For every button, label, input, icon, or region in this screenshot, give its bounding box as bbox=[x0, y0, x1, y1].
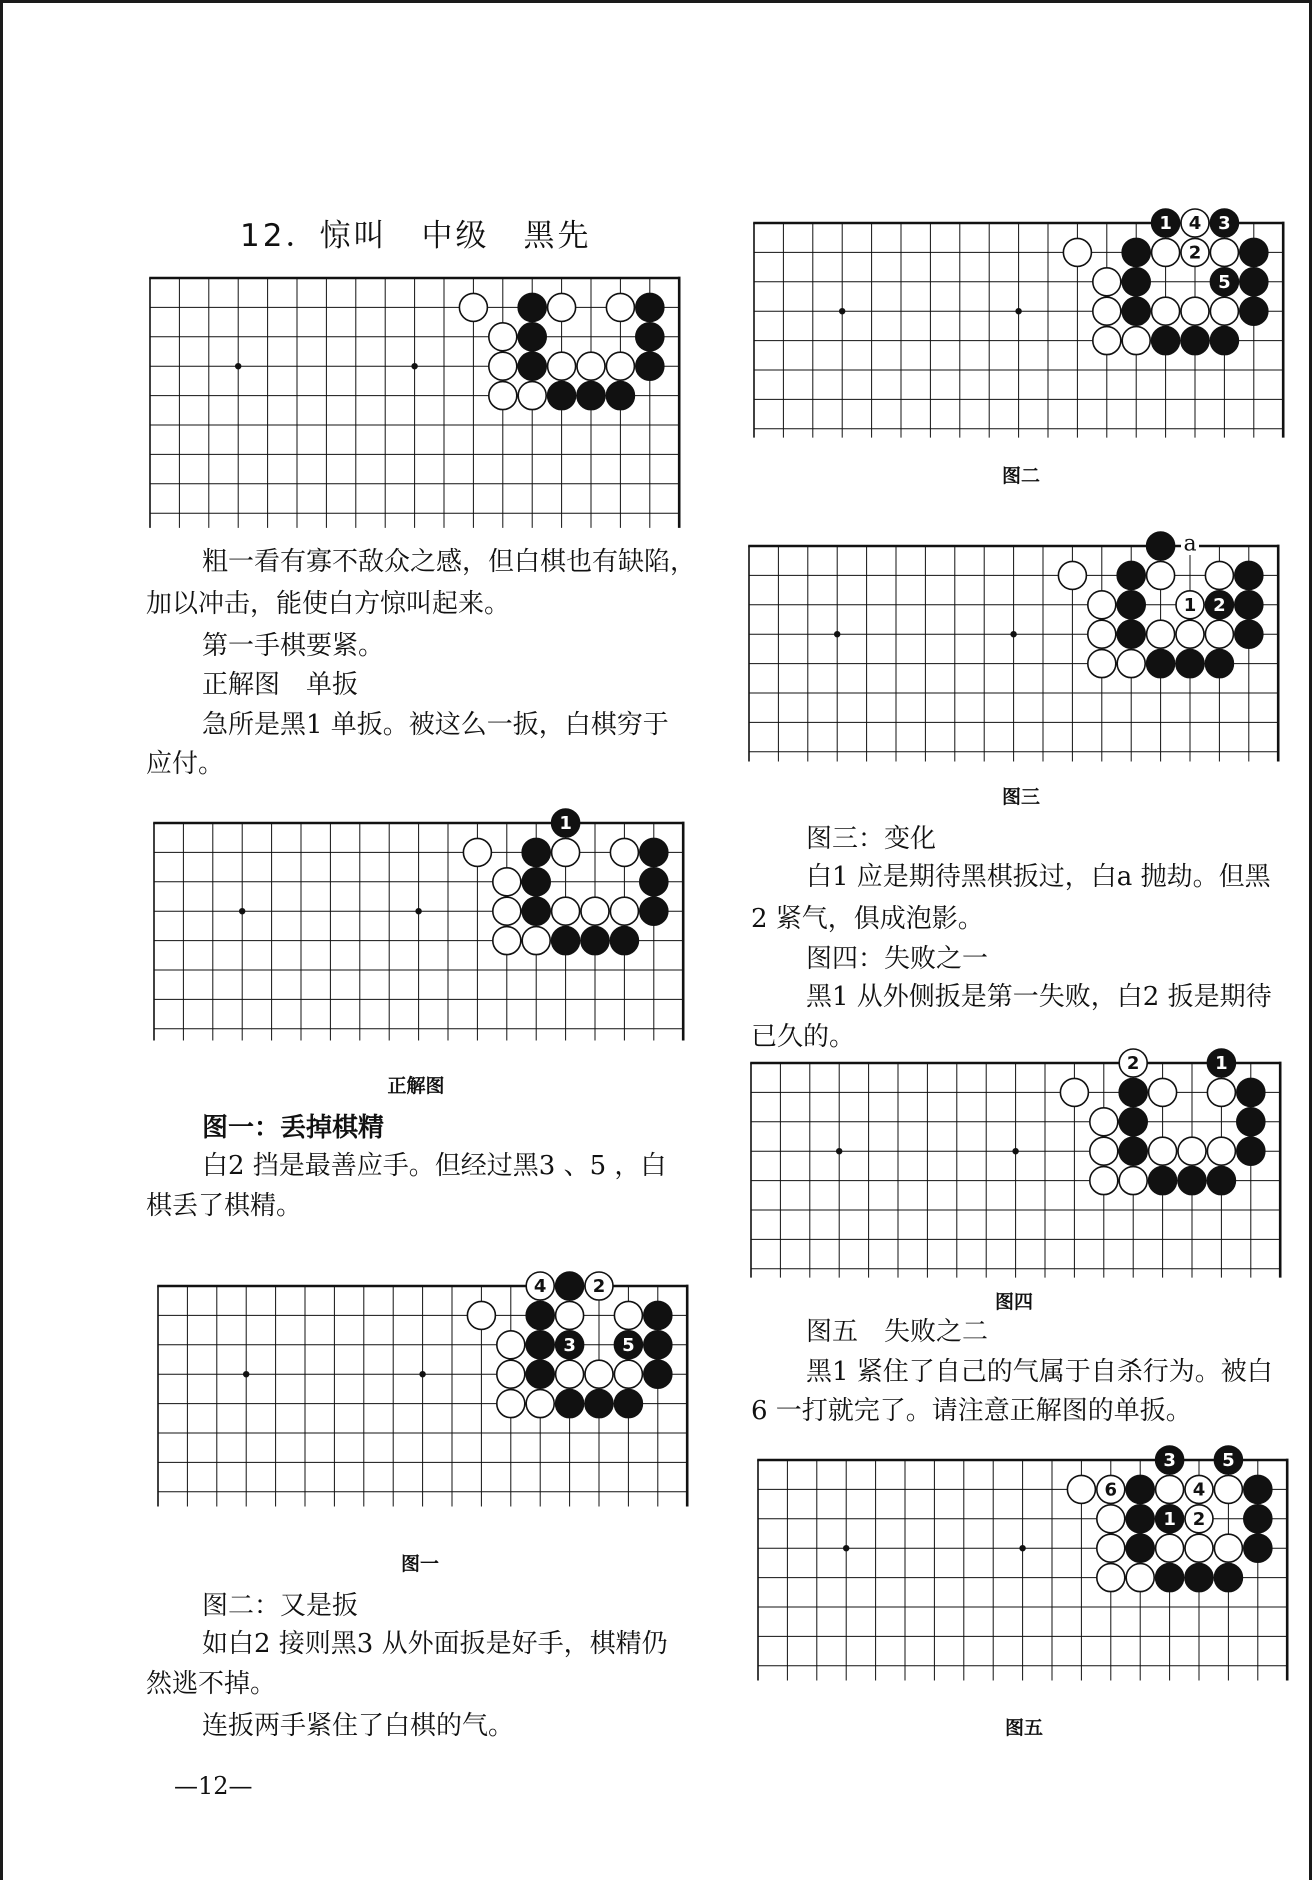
problem-title: 12．惊叫 中级 黑先 bbox=[240, 218, 592, 254]
move-number: 4 bbox=[1188, 213, 1201, 235]
white-stone bbox=[463, 839, 491, 867]
move-number: 6 bbox=[1104, 1479, 1118, 1501]
black-stone bbox=[522, 839, 550, 867]
black-stone bbox=[581, 927, 609, 955]
white-stone bbox=[1097, 1535, 1125, 1563]
white-stone bbox=[489, 323, 517, 351]
star-point bbox=[836, 1148, 842, 1154]
black-stone bbox=[1122, 268, 1150, 296]
white-stone bbox=[1146, 561, 1174, 589]
white-stone bbox=[1092, 297, 1120, 325]
black-stone bbox=[1208, 1167, 1236, 1195]
black-stone bbox=[548, 382, 576, 410]
black-stone bbox=[1205, 650, 1233, 678]
page-number: —12— bbox=[174, 1772, 253, 1800]
star-point bbox=[420, 1371, 426, 1377]
star-point bbox=[834, 631, 840, 637]
black-stone bbox=[1151, 327, 1179, 355]
white-stone bbox=[1097, 1564, 1125, 1592]
paragraph-line: 黑1 从外侧扳是第一失败，白2 扳是期待 bbox=[806, 982, 1272, 1012]
go-diagram-problem bbox=[134, 262, 695, 544]
go-diagram-fig4 bbox=[735, 1047, 1296, 1294]
white-stone bbox=[1068, 1476, 1096, 1504]
black-stone bbox=[1185, 1564, 1213, 1592]
white-stone bbox=[492, 868, 520, 896]
paragraph-line: 2 紧气，俱成泡影。 bbox=[751, 904, 984, 934]
black-stone bbox=[1237, 1108, 1265, 1136]
white-stone bbox=[1151, 239, 1179, 267]
white-stone bbox=[492, 897, 520, 925]
white-stone bbox=[1215, 1476, 1243, 1504]
black-stone bbox=[636, 323, 664, 351]
move-number: 5 bbox=[622, 1335, 636, 1357]
white-stone bbox=[1205, 620, 1233, 648]
black-stone bbox=[1117, 591, 1145, 619]
white-stone bbox=[1088, 591, 1116, 619]
black-stone bbox=[639, 839, 667, 867]
black-stone bbox=[615, 1390, 643, 1418]
white-stone bbox=[1061, 1079, 1089, 1107]
white-stone bbox=[1208, 1137, 1236, 1165]
white-stone bbox=[1176, 620, 1204, 648]
black-stone bbox=[518, 323, 546, 351]
paragraph-line: 粗一看有寡不敌众之感，但白棋也有缺陷， bbox=[202, 547, 697, 577]
star-point bbox=[1013, 1148, 1019, 1154]
black-stone bbox=[1119, 1079, 1147, 1107]
move-number: 1 bbox=[1163, 1509, 1177, 1531]
black-stone bbox=[1156, 1564, 1184, 1592]
star-point bbox=[239, 908, 245, 914]
black-stone bbox=[1181, 327, 1209, 355]
go-diagram-fig3 bbox=[733, 530, 1294, 778]
black-stone bbox=[610, 927, 638, 955]
paragraph-line: 急所是黑1 单扳。被这么一扳，白棋穷于 bbox=[202, 710, 669, 740]
move-number: 5 bbox=[1217, 271, 1231, 293]
black-stone bbox=[1127, 1476, 1155, 1504]
white-stone bbox=[459, 294, 487, 322]
star-point bbox=[415, 908, 421, 914]
black-stone bbox=[1117, 561, 1145, 589]
move-number: 2 bbox=[1212, 594, 1226, 616]
black-stone bbox=[1239, 268, 1267, 296]
white-stone bbox=[1178, 1137, 1206, 1165]
move-number: 4 bbox=[1193, 1479, 1206, 1501]
black-stone bbox=[527, 1302, 555, 1330]
white-stone bbox=[497, 1361, 525, 1389]
section-heading: 图四：失败之一 bbox=[806, 944, 989, 974]
move-number: 2 bbox=[1188, 242, 1201, 264]
white-stone bbox=[1215, 1535, 1243, 1563]
section-heading: 图五 失败之二 bbox=[806, 1317, 989, 1347]
black-stone bbox=[1176, 650, 1204, 678]
black-stone bbox=[1210, 327, 1238, 355]
black-stone bbox=[518, 294, 546, 322]
star-point bbox=[1015, 308, 1021, 314]
white-stone bbox=[527, 1390, 555, 1418]
white-stone bbox=[1210, 239, 1238, 267]
white-stone bbox=[1119, 1167, 1147, 1195]
black-stone bbox=[606, 382, 634, 410]
white-stone bbox=[1149, 1079, 1177, 1107]
black-stone bbox=[1127, 1535, 1155, 1563]
black-stone bbox=[1244, 1476, 1272, 1504]
star-point bbox=[843, 1545, 849, 1551]
figure-caption: 图三 bbox=[1001, 786, 1040, 808]
black-stone bbox=[556, 1272, 584, 1300]
white-stone bbox=[615, 1302, 643, 1330]
black-stone bbox=[1119, 1137, 1147, 1165]
paragraph-line: 然逃不掉。 bbox=[146, 1669, 277, 1699]
black-stone bbox=[1119, 1108, 1147, 1136]
white-stone bbox=[1146, 620, 1174, 648]
white-stone bbox=[1185, 1535, 1213, 1563]
move-number: 5 bbox=[1222, 1450, 1236, 1472]
black-stone bbox=[1122, 297, 1150, 325]
go-diagram-fig5 bbox=[742, 1444, 1303, 1697]
black-stone bbox=[522, 897, 550, 925]
paragraph-line: 应付。 bbox=[146, 749, 225, 779]
black-stone bbox=[1127, 1505, 1155, 1533]
white-stone bbox=[1090, 1137, 1118, 1165]
paragraph-line: 连扳两手紧住了白棋的气。 bbox=[202, 1711, 515, 1741]
section-heading: 图三：变化 bbox=[806, 824, 937, 854]
figure-caption: 图一 bbox=[400, 1553, 439, 1575]
white-stone bbox=[1149, 1137, 1177, 1165]
black-stone bbox=[1215, 1564, 1243, 1592]
move-number: 3 bbox=[563, 1335, 577, 1357]
black-stone bbox=[1239, 239, 1267, 267]
white-stone bbox=[1090, 1167, 1118, 1195]
black-stone bbox=[577, 382, 605, 410]
move-number: 2 bbox=[593, 1276, 606, 1298]
move-number: 2 bbox=[1127, 1053, 1140, 1075]
black-stone bbox=[1244, 1505, 1272, 1533]
black-stone bbox=[1239, 297, 1267, 325]
move-number: 1 bbox=[558, 813, 572, 835]
go-diagram-fig2 bbox=[738, 207, 1299, 454]
black-stone bbox=[644, 1302, 672, 1330]
white-stone bbox=[1063, 239, 1091, 267]
move-number: 3 bbox=[1163, 1450, 1177, 1472]
white-stone bbox=[581, 897, 609, 925]
black-stone bbox=[1146, 532, 1174, 560]
paragraph-line: 白1 应是期待黑棋扳过，白a 抛劫。但黑 bbox=[806, 862, 1271, 892]
white-stone bbox=[577, 353, 605, 381]
move-number: 2 bbox=[1193, 1509, 1206, 1531]
go-diagram-solution bbox=[138, 807, 699, 1057]
white-stone bbox=[492, 927, 520, 955]
section-heading: 图一：丢掉棋精 bbox=[202, 1113, 385, 1143]
black-stone bbox=[644, 1361, 672, 1389]
white-stone bbox=[1122, 327, 1150, 355]
white-stone bbox=[1151, 297, 1179, 325]
star-point bbox=[1020, 1545, 1026, 1551]
white-stone bbox=[518, 382, 546, 410]
black-stone bbox=[585, 1390, 613, 1418]
black-stone bbox=[1244, 1535, 1272, 1563]
star-point bbox=[839, 308, 845, 314]
black-stone bbox=[1178, 1167, 1206, 1195]
white-stone bbox=[1181, 297, 1209, 325]
black-stone bbox=[639, 897, 667, 925]
black-stone bbox=[527, 1331, 555, 1359]
point-marker: a bbox=[1183, 531, 1197, 557]
white-stone bbox=[522, 927, 550, 955]
white-stone bbox=[551, 839, 579, 867]
white-stone bbox=[1127, 1564, 1155, 1592]
white-stone bbox=[1092, 327, 1120, 355]
white-stone bbox=[548, 353, 576, 381]
paragraph-line: 棋丢了棋精。 bbox=[146, 1191, 303, 1221]
white-stone bbox=[497, 1331, 525, 1359]
white-stone bbox=[610, 897, 638, 925]
white-stone bbox=[615, 1361, 643, 1389]
white-stone bbox=[1210, 297, 1238, 325]
white-stone bbox=[1117, 650, 1145, 678]
white-stone bbox=[489, 382, 517, 410]
paragraph-line: 如白2 接则黑3 从外面扳是好手，棋精仍 bbox=[202, 1629, 668, 1659]
star-point bbox=[235, 363, 241, 369]
black-stone bbox=[644, 1331, 672, 1359]
paragraph-line: 黑1 紧住了自己的气属于自杀行为。被白 bbox=[806, 1357, 1273, 1387]
white-stone bbox=[497, 1390, 525, 1418]
figure-caption: 图四 bbox=[994, 1291, 1033, 1313]
paragraph-line: 加以冲击，能使白方惊叫起来。 bbox=[146, 589, 511, 619]
white-stone bbox=[489, 353, 517, 381]
black-stone bbox=[551, 927, 579, 955]
white-stone bbox=[606, 294, 634, 322]
white-stone bbox=[1088, 620, 1116, 648]
move-number: 1 bbox=[1183, 594, 1197, 616]
star-point bbox=[1010, 631, 1016, 637]
white-stone bbox=[1090, 1108, 1118, 1136]
figure-caption: 图二 bbox=[1001, 465, 1040, 487]
white-stone bbox=[1088, 650, 1116, 678]
white-stone bbox=[1058, 561, 1086, 589]
star-point bbox=[411, 363, 417, 369]
move-number: 1 bbox=[1158, 213, 1172, 235]
section-heading: 正解图 单扳 bbox=[202, 670, 359, 700]
white-stone bbox=[551, 897, 579, 925]
go-diagram-fig1 bbox=[142, 1270, 703, 1523]
section-heading: 图二：又是扳 bbox=[202, 1591, 359, 1621]
star-point bbox=[243, 1371, 249, 1377]
white-stone bbox=[606, 353, 634, 381]
paragraph-line: 第一手棋要紧。 bbox=[202, 631, 385, 661]
black-stone bbox=[1237, 1079, 1265, 1107]
white-stone bbox=[1092, 268, 1120, 296]
white-stone bbox=[468, 1302, 496, 1330]
move-number: 1 bbox=[1215, 1053, 1228, 1075]
paragraph-line: 已久的。 bbox=[751, 1022, 856, 1052]
black-stone bbox=[636, 294, 664, 322]
black-stone bbox=[556, 1390, 584, 1418]
figure-caption: 图五 bbox=[1004, 1717, 1043, 1739]
black-stone bbox=[527, 1361, 555, 1389]
black-stone bbox=[1149, 1167, 1177, 1195]
white-stone bbox=[548, 294, 576, 322]
black-stone bbox=[1117, 620, 1145, 648]
black-stone bbox=[522, 868, 550, 896]
white-stone bbox=[1097, 1505, 1125, 1533]
white-stone bbox=[1205, 561, 1233, 589]
black-stone bbox=[636, 353, 664, 381]
white-stone bbox=[1156, 1535, 1184, 1563]
paragraph-line: 6 一打就完了。请注意正解图的单扳。 bbox=[751, 1396, 1192, 1426]
black-stone bbox=[518, 353, 546, 381]
move-number: 4 bbox=[534, 1276, 547, 1298]
white-stone bbox=[610, 839, 638, 867]
black-stone bbox=[1122, 239, 1150, 267]
black-stone bbox=[639, 868, 667, 896]
black-stone bbox=[1235, 591, 1263, 619]
white-stone bbox=[556, 1302, 584, 1330]
black-stone bbox=[1146, 650, 1174, 678]
paragraph-line: 白2 挡是最善应手。但经过黑3 、5 ，白 bbox=[202, 1151, 667, 1181]
white-stone bbox=[585, 1361, 613, 1389]
move-number: 3 bbox=[1217, 213, 1231, 235]
white-stone bbox=[1156, 1476, 1184, 1504]
black-stone bbox=[1235, 561, 1263, 589]
black-stone bbox=[1235, 620, 1263, 648]
black-stone bbox=[1237, 1137, 1265, 1165]
white-stone bbox=[556, 1361, 584, 1389]
white-stone bbox=[1208, 1079, 1236, 1107]
figure-caption: 正解图 bbox=[387, 1075, 445, 1097]
